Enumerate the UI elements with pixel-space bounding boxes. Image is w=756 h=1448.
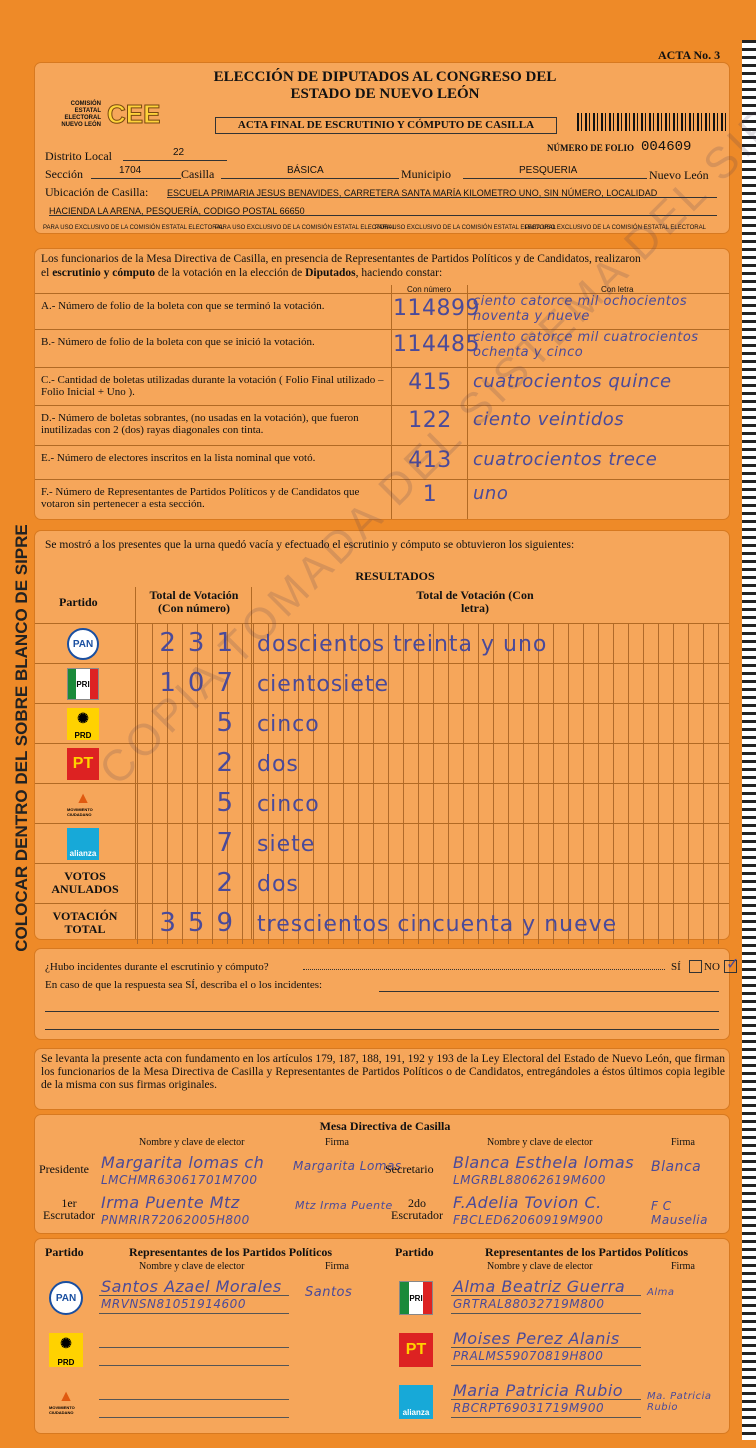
result-row-letter: cinco (257, 792, 320, 817)
escrutador1-label: 1er Escrutador (43, 1196, 95, 1222)
rep-right-firma: Ma. Patricia Rubio (647, 1391, 712, 1413)
intro-row (35, 367, 729, 404)
mesa-col-nombre-right: Nombre y clave de elector (487, 1137, 593, 1148)
result-letter-boxes (253, 624, 729, 664)
incidents-no-label: NO (704, 961, 720, 973)
reps-col-firma-left: Firma (325, 1261, 349, 1272)
seccion-label: Sección (45, 167, 83, 181)
intro-row-number: 122 (408, 408, 452, 433)
secretario-firma: Blanca (651, 1159, 702, 1175)
intro-row-number: 1 (422, 482, 438, 507)
ubicacion-label: Ubicación de Casilla: (45, 185, 149, 199)
incidents-question: ¿Hubo incidentes durante el escrutinio y cómputo? (45, 961, 269, 973)
results-col-partido: Partido (59, 595, 98, 609)
acta-number: ACTA No. 3 (658, 48, 721, 62)
rep-line (99, 1313, 289, 1314)
results-title: RESULTADOS (355, 569, 435, 583)
rep-left-firma: Santos (305, 1285, 353, 1300)
rep-line (99, 1417, 289, 1418)
escrutador2-label: 2do Escrutador (391, 1196, 443, 1222)
results-col-num: Total de Votación (Con número) (149, 588, 239, 615)
reps-col-partido-left: Partido (45, 1245, 84, 1259)
incidents-si-label: SÍ (671, 961, 681, 973)
incidents-describe: En caso de que la respuesta sea SÍ, describa el o los incidentes: (45, 979, 323, 991)
reps-title-left: Representantes de los Partidos Políticos (129, 1245, 333, 1259)
result-letter-boxes (253, 664, 729, 704)
pt-logo-icon: PT (67, 748, 99, 780)
distrito-label: Distrito Local (45, 149, 112, 163)
incidents-line-1 (379, 991, 719, 992)
barcode (577, 113, 727, 131)
intro-row-label: C.- Cantidad de boletas utilizadas durante la votación ( Folio Final utilizado – Folio Inicial + Uno ). (41, 374, 384, 398)
seccion-value: 1704 (91, 165, 181, 179)
incidents-line-2 (45, 1011, 719, 1012)
pan-logo-icon: PAN (67, 628, 99, 660)
result-number-boxes (137, 824, 249, 864)
ubicacion-line-1: ESCUELA PRIMARIA JESUS BENAVIDES, CARRETERA SANTA MARÍA KILOMETRO UNO, SIN NÚMERO, LOCALIDAD (167, 183, 717, 198)
exclusive-note-3: PARA USO EXCLUSIVO DE LA COMISIÓN ESTATAL ELECTORAL (375, 225, 556, 231)
intro-row-number: 415 (408, 370, 452, 395)
incidents-panel (34, 948, 740, 1040)
alianza-logo-icon: alianza (399, 1385, 433, 1419)
result-number-boxes (137, 904, 249, 944)
presidente-clave: LMCHMR63061701M700 (101, 1173, 258, 1187)
secretario-clave: LMGRBL88062619M600 (453, 1173, 606, 1187)
mesa-col-firma-right: Firma (671, 1137, 695, 1148)
pri-logo-icon: PRI (399, 1281, 433, 1315)
result-row-party-label: VOTOS ANULADOS (51, 869, 119, 896)
prd-logo-icon: ✺ PRD (67, 708, 99, 740)
result-row-letter: dos (257, 752, 299, 777)
intro-row-label: A.- Número de folio de la boleta con que se terminó la votación. (41, 300, 325, 312)
rep-line (99, 1399, 289, 1400)
col-con-letra: Con letra (601, 285, 634, 294)
intro-row (35, 293, 729, 330)
intro-row (35, 329, 729, 366)
rep-line (451, 1365, 641, 1366)
col-con-numero: Con número (407, 285, 452, 294)
escrutador2-name: F.Adelia Tovion C. (453, 1193, 602, 1212)
escrutador1-firma: Mtz Irma Puente (295, 1199, 393, 1212)
results-col-letra: Total de Votación (Con letra) (416, 588, 534, 615)
result-row (35, 623, 729, 664)
result-row-number: 231 (159, 628, 245, 658)
incidents-si-box[interactable] (689, 960, 702, 973)
mesa-col-firma-left: Firma (325, 1137, 349, 1148)
acta-final-box: ACTA FINAL DE ESCRUTINIO Y CÓMPUTO DE CASILLA (215, 117, 557, 134)
pt-logo-icon: PT (399, 1333, 433, 1367)
reps-panel (34, 1238, 730, 1434)
secretario-name: Blanca Esthela lomas (453, 1153, 635, 1172)
casilla-label: Casilla (181, 167, 215, 181)
incidents-line-3 (45, 1029, 719, 1030)
rep-right-clave: PRALMS59070819H800 (453, 1349, 604, 1363)
rep-line (99, 1347, 289, 1348)
result-row-letter: dos (257, 872, 299, 897)
result-letter-boxes (253, 864, 729, 904)
mesa-title: Mesa Directiva de Casilla (319, 1119, 451, 1133)
intro-text-2: el escrutinio y cómputo de la votación en la elección de Diputados, haciendo constar: (41, 267, 443, 279)
escrutador1-clave: PNMRIR72062005H800 (101, 1213, 250, 1227)
result-row-number: 2 (216, 868, 245, 898)
legal-panel (34, 1048, 730, 1110)
ubicacion-line-2: HACIENDA LA ARENA, PESQUERÍA, CODIGO POSTAL 66650 (49, 201, 717, 216)
reps-col-partido-right: Partido (395, 1245, 434, 1259)
intro-row-label: B.- Número de folio de la boleta con que se inició la votación. (41, 336, 315, 348)
intro-text-1: Los funcionarios de la Mesa Directiva de Casilla, en presencia de Representantes de Partidos Políticos y de Candidatos, realizaron (41, 253, 641, 265)
exclusive-note-1: PARA USO EXCLUSIVO DE LA COMISIÓN ESTATAL ELECTORAL (43, 225, 224, 231)
rep-right-name: Moises Perez Alanis (453, 1329, 620, 1348)
intro-row-label: E.- Número de electores inscritos en la lista nominal que votó. (41, 452, 316, 464)
pan-logo-icon: PAN (49, 1281, 83, 1315)
cee-logo: CEE (107, 99, 161, 129)
incidents-dots (303, 969, 665, 970)
intro-row-letter: ciento veintidos (473, 409, 625, 430)
watermark: COPIA TOMADA DEL SISTEMA (90, 246, 639, 795)
folio-value: 004609 (641, 139, 692, 155)
reps-col-nombre-left: Nombre y clave de elector (139, 1261, 245, 1272)
result-letter-boxes (253, 704, 729, 744)
folio-label: NÚMERO DE FOLIO (547, 143, 635, 153)
result-row (35, 863, 729, 904)
casilla-value: BÁSICA (221, 165, 399, 179)
mesa-panel (34, 1114, 730, 1234)
rep-line (451, 1313, 641, 1314)
result-number-boxes (137, 784, 249, 824)
escrutador2-firma: F C Mauselia (651, 1199, 708, 1227)
side-instruction: COLOCAR DENTRO DEL SOBRE BLANCO DE SIPRE (12, 524, 31, 952)
result-row (35, 663, 729, 704)
rep-right-name: Alma Beatriz Guerra (453, 1277, 626, 1296)
result-letter-boxes (253, 784, 729, 824)
rep-right-firma: Alma (647, 1287, 675, 1298)
intro-row-letter: cuatrocientos trece (473, 449, 658, 470)
movimiento-ciudadano-logo-icon: ▲ MOVIMIENTO CIUDADANO (67, 790, 93, 817)
intro-row-label: D.- Número de boletas sobrantes, (no usadas en la votación), que fueron inutilizadas con 2 (dos) rayas diagonales con tinta. (41, 412, 359, 436)
reps-col-nombre-right: Nombre y clave de elector (487, 1261, 593, 1272)
reps-title-right: Representantes de los Partidos Políticos (485, 1245, 689, 1259)
exclusive-note-4: PARA USO EXCLUSIVO DE LA COMISIÓN ESTATAL ELECTORAL (525, 225, 706, 231)
intro-row-number: 114899 (393, 296, 480, 321)
estado-label: Nuevo León (649, 168, 709, 182)
edge-marks (742, 40, 756, 1440)
result-letter-boxes (253, 824, 729, 864)
pri-logo-icon: PRI (67, 668, 99, 700)
result-row-number: 5 (216, 708, 245, 738)
result-row (35, 783, 729, 824)
intro-row-number: 114485 (393, 332, 480, 357)
result-row (35, 823, 729, 864)
result-row-number: 5 (216, 788, 245, 818)
rep-left-clave: MRVNSN81051914600 (101, 1297, 246, 1311)
intro-row-letter: ciento catorce mil cuatrocientos ochenta y cinco (473, 330, 699, 360)
result-row-letter: trescientos cincuenta y nueve (257, 912, 618, 937)
result-row-number: 2 (216, 748, 245, 778)
intro-row-letter: ciento catorce mil ochocientos noventa y nueve (473, 294, 688, 324)
results-intro: Se mostró a los presentes que la urna quedó vacía y efectuado el escrutinio y cómputo se obtuvieron los siguientes: (45, 539, 575, 551)
exclusive-note-2: PARA USO EXCLUSIVO DE LA COMISIÓN ESTATAL ELECTORAL (215, 225, 396, 231)
title-line-2: ESTADO DE NUEVO LEÓN (290, 86, 480, 102)
rep-line (99, 1365, 289, 1366)
prd-logo-icon: ✺ PRD (49, 1333, 83, 1367)
header-panel (34, 62, 730, 234)
escrutador2-clave: FBCLED62060919M900 (453, 1213, 604, 1227)
mesa-col-nombre-left: Nombre y clave de elector (139, 1137, 245, 1148)
reps-col-firma-right: Firma (671, 1261, 695, 1272)
intro-row-letter: cuatrocientos quince (473, 371, 672, 392)
municipio-label: Municipio (401, 167, 451, 181)
escrutador1-name: Irma Puente Mtz (101, 1193, 240, 1212)
municipio-value: PESQUERIA (463, 165, 647, 179)
result-row-letter: cinco (257, 712, 320, 737)
movimiento-ciudadano-logo-icon: ▲ MOVIMIENTO CIUDADANO (49, 1388, 75, 1415)
result-number-boxes (137, 864, 249, 904)
presidente-name: Margarita lomas ch (101, 1153, 265, 1172)
presidente-firma: Margarita Lomas (293, 1159, 402, 1173)
result-row (35, 903, 729, 944)
rep-line (451, 1417, 641, 1418)
org-small-label: COMISIÓN ESTATAL ELECTORAL NUEVO LEÓN (61, 101, 101, 128)
intro-row-letter: uno (473, 483, 509, 504)
distrito-value: 22 (123, 147, 227, 161)
alianza-logo-icon: alianza (67, 828, 99, 860)
result-row-letter: cientosiete (257, 672, 390, 697)
result-letter-boxes (253, 904, 729, 944)
result-row-number: 107 (159, 668, 245, 698)
legal-text: Se levanta la presente acta con fundamento en los artículos 179, 187, 188, 191, 192 y 193 de la Ley Electoral del Estado de Nuevo León, que firman los funcionarios de la Mesa Directiva de Casilla y Representantes de Partidos Políticos o de Candidatos, entregándoles a éstos últimos copia legible de la misma con sus firmas originales. (41, 1053, 725, 1091)
presidente-label: Presidente (39, 1162, 89, 1176)
result-row-number: 7 (216, 828, 245, 858)
rep-right-clave: RBCRPT69031719M900 (453, 1401, 605, 1415)
incidents-no-box[interactable] (724, 956, 740, 973)
rep-right-name: Maria Patricia Rubio (453, 1381, 624, 1400)
result-row-letter: siete (257, 832, 316, 857)
result-row-letter: doscientos treinta y uno (257, 632, 548, 657)
intro-row-number: 413 (408, 448, 452, 473)
check-mark-icon: ✓ (726, 956, 740, 973)
title-line-1: ELECCIÓN DE DIPUTADOS AL CONGRESO DEL (213, 69, 557, 85)
intro-row-label: F.- Número de Representantes de Partidos Políticos y de Candidatos que votaron sin pertenecer a esta sección. (41, 486, 360, 510)
secretario-label: Secretario (385, 1162, 434, 1176)
result-row-number: 359 (159, 908, 245, 938)
rep-right-clave: GRTRAL88032719M800 (453, 1297, 605, 1311)
rep-left-name: Santos Azael Morales (101, 1277, 282, 1296)
result-row-party-label: VOTACIÓN TOTAL (52, 909, 118, 936)
intro-row (35, 405, 729, 442)
result-letter-boxes (253, 744, 729, 784)
